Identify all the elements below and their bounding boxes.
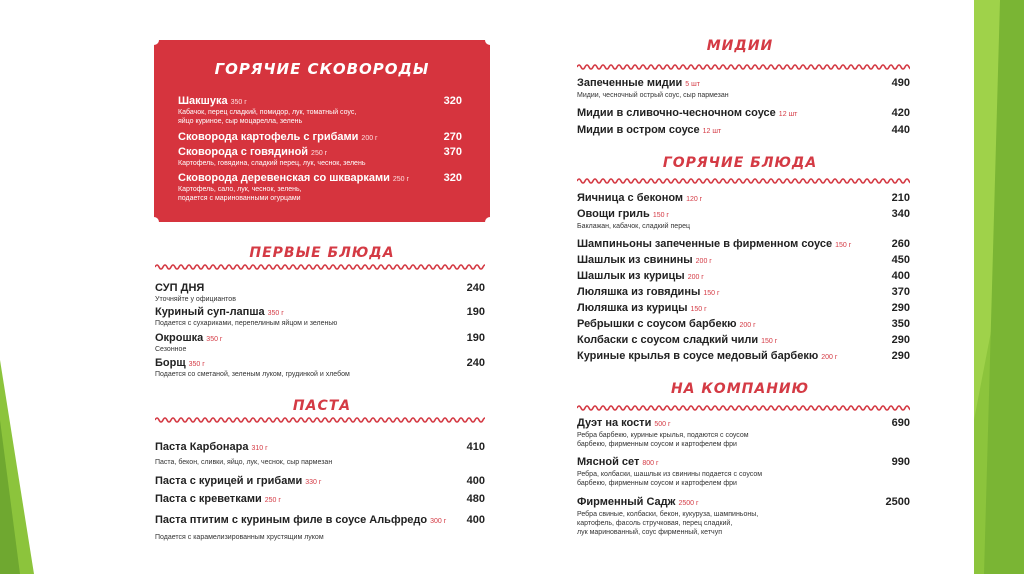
item-title: Паста с креветками (155, 493, 262, 505)
item-price: 190 (466, 332, 485, 344)
item-price: 420 (891, 107, 910, 119)
item-price: 240 (466, 357, 485, 369)
item-price: 480 (466, 493, 485, 505)
menu-item-name (577, 254, 712, 266)
section-title-hot-dishes: ГОРЯЧИЕ БЛЮДА (662, 155, 818, 171)
item-title: Шакшука (178, 95, 228, 107)
item-weight: 200 г (361, 135, 378, 142)
item-weight: 350 г (230, 99, 247, 106)
item-price: 400 (466, 514, 485, 526)
item-weight: 300 г (430, 518, 447, 525)
item-weight: 500 г (654, 421, 671, 428)
item-title: Куриные крылья в соусе медовый барбекю (577, 350, 819, 362)
item-price: 440 (891, 124, 910, 136)
item-price: 990 (891, 456, 910, 468)
item-weight: 120 г (686, 196, 703, 203)
item-price: 290 (891, 302, 910, 314)
item-title: Шампиньоны запеченные в фирменном соусе (577, 238, 833, 250)
item-description: Ребра, колбаски, шашлык из свинины подается с соусом (577, 471, 763, 478)
item-price: 290 (891, 350, 910, 362)
wave-divider (155, 415, 485, 425)
item-description: Мидии, чесночный острый соус, сыр пармезан (577, 92, 729, 99)
item-price: 320 (443, 95, 462, 107)
item-title: Мидии в сливочно-чесночном соусе (577, 107, 776, 119)
item-price: 450 (891, 254, 910, 266)
item-price: 410 (466, 441, 485, 453)
menu-item-name (577, 334, 777, 346)
item-title: Шашлык из курицы (577, 270, 685, 282)
item-weight: 5 шт (685, 81, 700, 88)
item-description: Ребра барбекю, куриные крылья, подаются с соусом (577, 432, 749, 439)
item-title: Паста с курицей и грибами (155, 475, 303, 487)
item-price: 340 (891, 208, 910, 220)
menu-item-name (155, 282, 204, 294)
menu-item-name (577, 238, 851, 250)
item-description: Подается с сухариками, перепелиным яйцом и зеленью (155, 320, 338, 327)
item-price: 370 (891, 286, 910, 298)
menu-item-name (178, 95, 247, 107)
menu-item-name (155, 493, 281, 505)
panel-notch (149, 217, 159, 227)
item-price: 400 (466, 475, 485, 487)
item-description: барбекю, фирменным соусом и картофелем фри (577, 480, 737, 487)
item-price: 320 (443, 172, 462, 184)
item-price: 490 (891, 77, 910, 89)
item-title: СУП ДНЯ (155, 282, 205, 294)
menu-item-name (577, 496, 699, 508)
item-weight: 200 г (695, 258, 712, 265)
wave-divider (577, 62, 910, 72)
item-weight: 200 г (739, 322, 756, 329)
item-price: 370 (443, 146, 462, 158)
item-title: Фирменный Садж (577, 496, 676, 508)
menu-item-name (577, 456, 659, 468)
item-weight: 12 шт (702, 128, 722, 135)
menu-item-name (577, 270, 704, 282)
panel-notch (485, 35, 495, 45)
item-weight: 350 г (188, 361, 205, 368)
panel-notch (485, 217, 495, 227)
item-title: Мясной сет (577, 456, 640, 468)
item-weight: 200 г (687, 274, 704, 281)
item-title: Окрошка (155, 332, 204, 344)
menu-item-name (178, 131, 378, 143)
item-weight: 350 г (206, 336, 223, 343)
item-description: подается с маринованными огурцами (178, 195, 301, 202)
item-weight: 330 г (305, 479, 322, 486)
item-weight: 200 г (821, 354, 838, 361)
item-description: лук маринованный, соус фирменный, кетчуп (577, 529, 722, 536)
wave-divider (155, 262, 485, 272)
item-description: барбекю, фирменным соусом и картофелем фри (577, 441, 737, 448)
item-title: Сковорода картофель с грибами (178, 131, 359, 143)
item-description: Кабачок, перец сладкий, помидор, лук, томатный соус, (178, 109, 357, 116)
item-title: Колбаски с соусом сладкий чили (577, 334, 759, 346)
item-description: Подается со сметаной, зеленым луком, грудинкой и хлебом (155, 371, 350, 378)
item-title: Запеченные мидии (577, 77, 683, 89)
item-weight: 800 г (642, 460, 659, 467)
item-title: Люляшка из курицы (577, 302, 688, 314)
item-description: Картофель, говядина, сладкий перец, лук, чеснок, зелень (178, 160, 366, 167)
menu-item-name (178, 146, 327, 158)
item-title: Мидии в остром соусе (577, 124, 700, 136)
item-weight: 150 г (761, 338, 778, 345)
left-green-decoration (0, 0, 40, 574)
item-price: 2500 (885, 496, 910, 508)
section-title-first: ПЕРВЫЕ БЛЮДА (249, 245, 395, 261)
item-description: Подается с карамелизированным хрустящим луком (155, 534, 324, 541)
menu-item-name (577, 124, 721, 136)
item-title: Ребрышки с соусом барбекю (577, 318, 737, 330)
item-description: Паста, бекон, сливки, яйцо, лук, чеснок, сыр пармезан (155, 459, 333, 466)
item-title: Паста Карбонара (155, 441, 249, 453)
section-title-mussels: МИДИИ (706, 38, 774, 54)
item-price: 270 (443, 131, 462, 143)
item-description: Уточняйте у официантов (155, 296, 236, 303)
item-weight: 150 г (690, 306, 707, 313)
item-weight: 250 г (264, 497, 281, 504)
item-weight: 150 г (652, 212, 669, 219)
menu-item-name (577, 77, 700, 89)
item-title: Овощи гриль (577, 208, 650, 220)
item-price: 190 (466, 306, 485, 318)
menu-item-name (155, 357, 205, 369)
menu-item-name (155, 332, 222, 344)
menu-item-name (155, 475, 321, 487)
item-weight: 250 г (311, 150, 328, 157)
item-title: Паста птитим с куриным филе в соусе Альфредо (155, 514, 428, 526)
menu-item-name (577, 192, 702, 204)
item-price: 690 (891, 417, 910, 429)
right-green-decoration (944, 0, 1024, 574)
section-title-pasta: ПАСТА (292, 398, 352, 414)
item-price: 240 (466, 282, 485, 294)
item-title: Шашлык из свинины (577, 254, 693, 266)
panel-notch (149, 35, 159, 45)
item-price: 210 (891, 192, 910, 204)
menu-item-name (577, 318, 756, 330)
menu-item-name (577, 350, 837, 362)
item-weight: 350 г (267, 310, 284, 317)
item-title: Куриный суп-лапша (155, 306, 265, 318)
item-weight: 2500 г (678, 500, 699, 507)
menu-item-name (577, 417, 671, 429)
item-title: Дуэт на кости (577, 417, 652, 429)
item-weight: 310 г (251, 445, 268, 452)
menu-item-name (577, 208, 669, 220)
menu-item-name (178, 172, 409, 184)
item-description: Сезонное (155, 346, 187, 353)
item-description: Ребра свиные, колбаски, бекон, кукуруза, шампиньоны, (577, 511, 759, 518)
menu-item-name (577, 302, 707, 314)
item-description: яйцо куриное, сыр моцарелла, зелень (178, 118, 303, 125)
item-weight: 12 шт (778, 111, 798, 118)
menu-item-name (155, 441, 268, 453)
item-description: Баклажан, кабачок, сладкий перец (577, 223, 690, 230)
item-description: картофель, фасоль стручковая, перец сладкий, (577, 520, 733, 527)
item-weight: 150 г (703, 290, 720, 297)
item-price: 260 (891, 238, 910, 250)
item-price: 290 (891, 334, 910, 346)
item-price: 400 (891, 270, 910, 282)
menu-item-name (577, 286, 720, 298)
section-title-hot-pans: ГОРЯЧИЕ СКОВОРОДЫ (214, 60, 430, 78)
wave-divider (577, 403, 910, 413)
item-weight: 250 г (392, 176, 410, 183)
menu-item-name (155, 514, 446, 526)
item-title: Люляшка из говядины (577, 286, 701, 298)
item-weight: 150 г (835, 242, 852, 249)
menu-item-name (577, 107, 797, 119)
item-title: Яичница с беконом (577, 192, 684, 204)
item-title: Борщ (155, 357, 186, 369)
section-title-company: НА КОМПАНИЮ (670, 381, 810, 397)
menu-item-name (155, 306, 284, 318)
item-title: Сковорода деревенская со шкварками (178, 172, 390, 184)
item-description: Картофель, сало, лук, чеснок, зелень, (178, 186, 302, 193)
item-title: Сковорода с говядиной (178, 146, 309, 158)
wave-divider (577, 176, 910, 186)
item-price: 350 (891, 318, 910, 330)
